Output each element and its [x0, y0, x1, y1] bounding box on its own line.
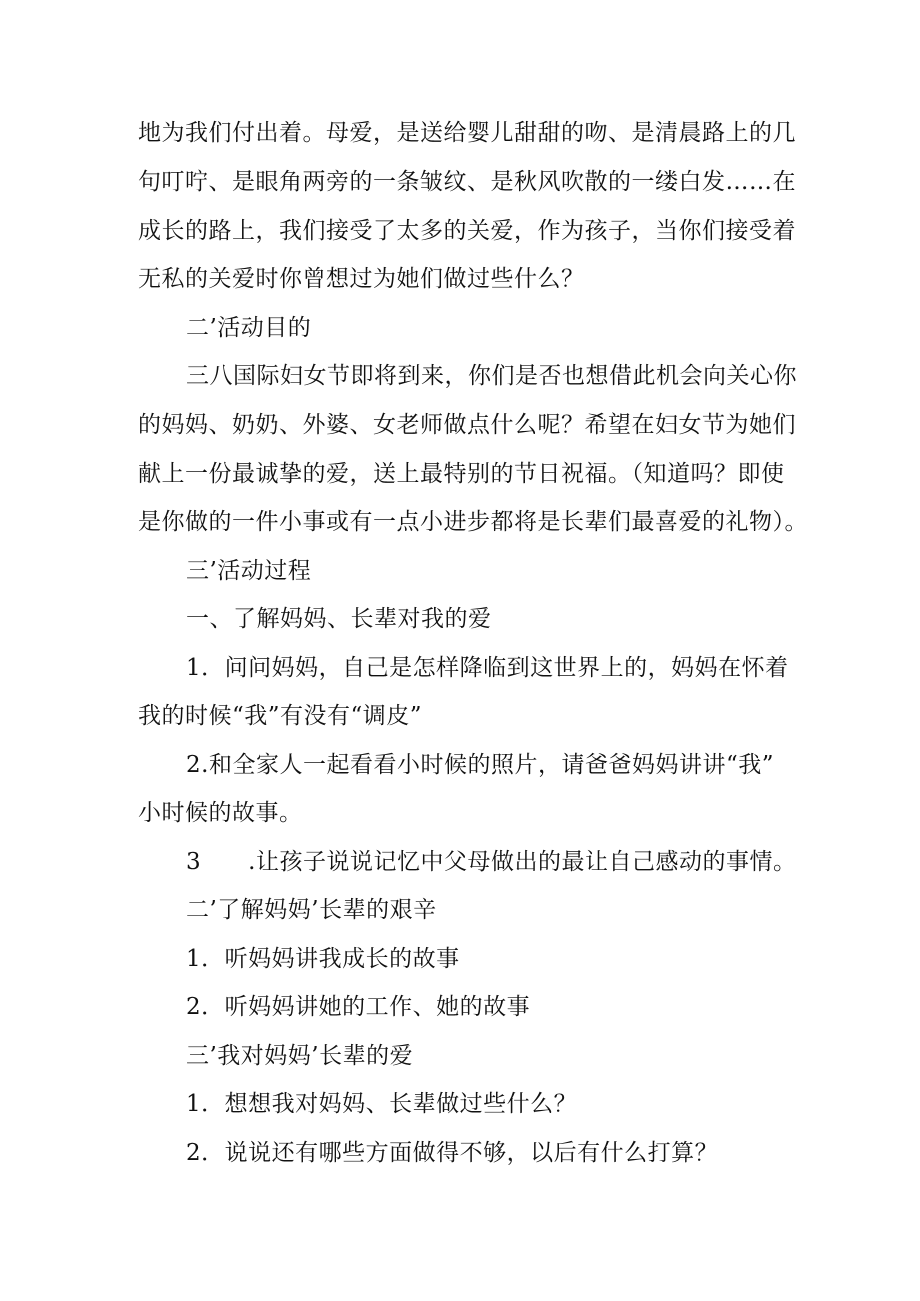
subsection-heading: 一、了解妈妈、长辈对我的爱: [186, 606, 492, 632]
list-item-continuation: 小时候的故事。: [138, 800, 303, 826]
list-item: 2．听妈妈讲她的工作、她的故事: [186, 994, 531, 1020]
section-heading: 二’活动目的: [186, 315, 312, 341]
text-line: 的妈妈、奶奶、外婆、女老师做点什么呢？希望在妇女节为她们: [138, 412, 796, 438]
text-line: 是你做的一件小事或有一点小进步都将是长辈们最喜爱的礼物）。: [138, 509, 808, 535]
text-line: 无私的关爱时你曾想过为她们做过些什么？: [138, 266, 585, 292]
list-item: 2.和全家人一起看看小时候的照片，请爸爸妈妈讲讲“我”: [186, 752, 774, 778]
list-item: 1．问问妈妈，自己是怎样降临到这世界上的，妈妈在怀着: [186, 655, 789, 681]
list-item: 2．说说还有哪些方面做得不够，以后有什么打算？: [186, 1140, 719, 1166]
text-line: 句叮咛、是眼角两旁的一条皱纹、是秋风吹散的一缕白发……在: [138, 169, 796, 195]
subsection-heading: 三’我对妈妈’长辈的爱: [186, 1043, 414, 1069]
text-line: 地为我们付出着。母爱，是送给婴儿甜甜的吻、是清晨路上的几: [138, 120, 796, 146]
list-item: 1．听妈妈讲我成长的故事: [186, 946, 460, 972]
subsection-heading: 二’了解妈妈’长辈的艰辛: [186, 897, 437, 923]
text-line: 成长的路上，我们接受了太多的关爱，作为孩子，当你们接受着: [138, 218, 796, 244]
list-item: 3 .让孩子说说记忆中父母做出的最让自己感动的事情。: [186, 849, 797, 875]
text-line: 献上一份最诚挚的爱，送上最特别的节日祝福。（知道吗？即使: [138, 461, 785, 487]
list-item: 1．想想我对妈妈、长辈做过些什么？: [186, 1091, 578, 1117]
list-item-continuation: 我的时候“我”有没有“调皮”: [138, 703, 423, 729]
section-heading: 三’活动过程: [186, 558, 312, 584]
text-line: 三八国际妇女节即将到来，你们是否也想借此机会向关心你: [186, 363, 797, 389]
